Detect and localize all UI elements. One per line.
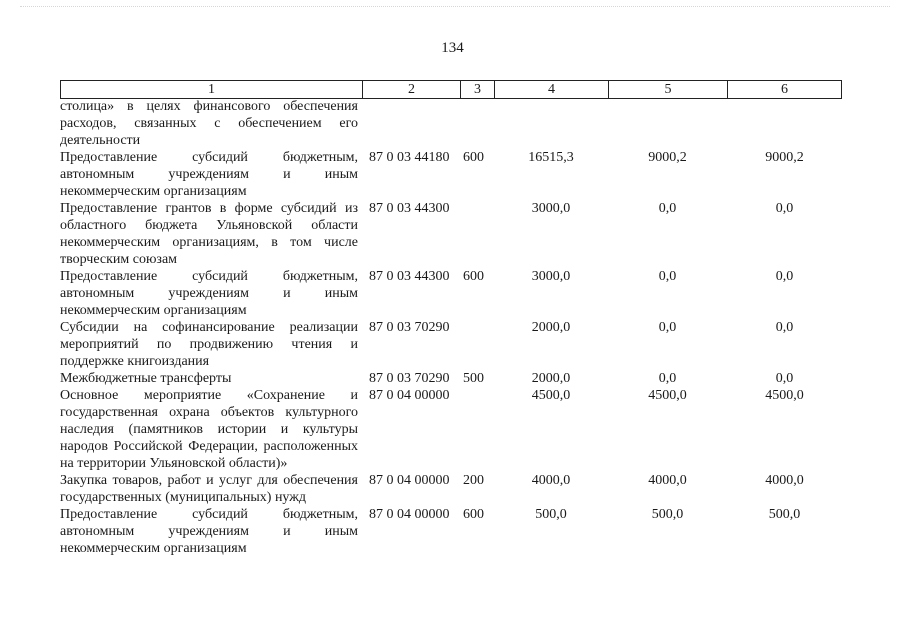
- table-row: [60, 268, 842, 319]
- row-code: 87 0 03 70290: [369, 320, 450, 335]
- row-value-3: 0,0: [775, 371, 794, 386]
- row-name: Предоставление субсидий бюджетным, автономным учреждениям и иным некоммерческим организациям: [60, 269, 358, 318]
- row-value-2: 0,0: [658, 201, 677, 216]
- row-value-1: 16515,3: [528, 150, 574, 165]
- row-code: 87 0 03 44180: [369, 150, 450, 165]
- row-code: 87 0 03 44300: [369, 201, 450, 216]
- row-value-3: 0,0: [775, 201, 794, 216]
- header-col-2: 2: [362, 81, 460, 98]
- table-row: [60, 387, 842, 472]
- row-value-2: 0,0: [658, 269, 677, 284]
- row-type: 600: [463, 150, 484, 165]
- row-value-2: 4000,0: [648, 473, 687, 488]
- row-name: столица» в целях финансового обеспечения расходов, связанных с обеспечением его деятельности: [60, 99, 358, 148]
- table-header: [60, 80, 842, 99]
- table-row: [60, 319, 842, 370]
- row-type: 500: [463, 371, 484, 386]
- row-value-1: 3000,0: [531, 269, 571, 284]
- row-value-3: 500,0: [768, 507, 801, 522]
- row-name: Основное мероприятие «Сохранение и государственная охрана объектов культурного наследия (памятников истории и культуры народов Российской Федерации, расположенных на территории Ульяновской области)»: [60, 388, 358, 471]
- header-col-1: 1: [60, 81, 362, 98]
- table-row: [60, 370, 842, 387]
- row-value-1: 2000,0: [531, 320, 571, 335]
- row-value-3: 4000,0: [765, 473, 804, 488]
- scan-artifact: [20, 6, 890, 11]
- row-value-2: 500,0: [651, 507, 684, 522]
- row-value-3: 9000,2: [765, 150, 804, 165]
- row-code: 87 0 04 00000: [369, 507, 450, 522]
- table-row: [60, 98, 842, 149]
- row-type: 600: [463, 269, 484, 284]
- page-number: 134: [441, 40, 464, 56]
- row-value-1: [494, 98, 608, 149]
- row-value-2: [608, 98, 727, 149]
- table-row: [60, 200, 842, 268]
- table-row: [60, 472, 842, 506]
- header-col-4: 4: [494, 81, 608, 98]
- row-value-3: 4500,0: [765, 388, 804, 403]
- row-name: Субсидии на софинансирование реализации мероприятий по продвижению чтения и поддержке книгоиздания: [60, 320, 358, 369]
- row-value-2: 4500,0: [648, 388, 687, 403]
- row-type: 600: [463, 507, 484, 522]
- row-code: 87 0 03 44300: [369, 269, 450, 284]
- row-name: Межбюджетные трансферты: [60, 371, 232, 386]
- table-row: [60, 506, 842, 557]
- row-name: Закупка товаров, работ и услуг для обеспечения государственных (муниципальных) нужд: [60, 473, 358, 505]
- table-body: [60, 98, 842, 557]
- header-col-5: 5: [608, 81, 727, 98]
- row-value-1: 2000,0: [531, 371, 571, 386]
- row-value-1: 500,0: [535, 507, 567, 522]
- row-type: 200: [463, 473, 484, 488]
- row-value-3: [727, 98, 842, 149]
- row-name: Предоставление субсидий бюджетным, автономным учреждениям и иным некоммерческим организациям: [60, 507, 358, 556]
- table-row: [60, 149, 842, 200]
- row-name: Предоставление грантов в форме субсидий из областного бюджета Ульяновской области некоммерческим организациям, в том числе творческим союзам: [60, 201, 358, 267]
- row-name: Предоставление субсидий бюджетным, автономным учреждениям и иным некоммерческим организациям: [60, 150, 358, 199]
- row-code: 87 0 03 70290: [369, 371, 450, 386]
- row-value-2: 9000,2: [648, 150, 687, 165]
- row-type: [460, 319, 494, 370]
- row-type: [460, 98, 494, 149]
- row-value-2: 0,0: [658, 320, 677, 335]
- row-value-3: 0,0: [775, 320, 794, 335]
- row-code: [362, 98, 460, 149]
- row-type: [460, 387, 494, 472]
- row-value-1: 3000,0: [531, 201, 571, 216]
- header-col-3: 3: [460, 81, 494, 98]
- row-code: 87 0 04 00000: [369, 388, 450, 403]
- row-value-3: 0,0: [775, 269, 794, 284]
- row-code: 87 0 04 00000: [369, 473, 450, 488]
- row-type: [460, 200, 494, 268]
- header-col-6: 6: [727, 81, 842, 98]
- row-value-2: 0,0: [658, 371, 677, 386]
- row-value-1: 4000,0: [531, 473, 571, 488]
- row-value-1: 4500,0: [531, 388, 571, 403]
